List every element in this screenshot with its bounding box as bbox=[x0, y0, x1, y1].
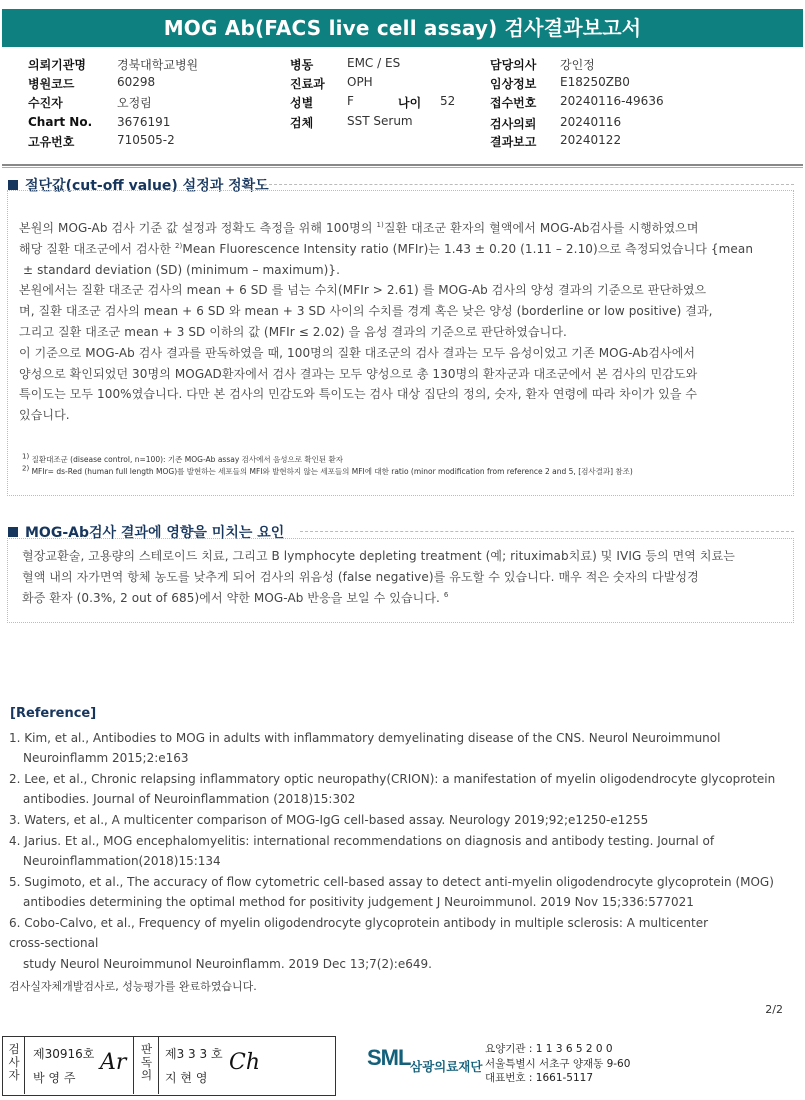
report-title: MOG Ab(FACS live cell assay) 검사결과보고서 bbox=[163, 16, 642, 40]
reviewer-signature-icon: Ch bbox=[229, 1050, 261, 1075]
info-value: F bbox=[347, 94, 354, 108]
examiner-cell bbox=[3, 1037, 134, 1094]
reference-line: antibodies determining the optimal method for positivity judgement J Neuroimmunol. 2019 Nov 15;336:577021 bbox=[23, 895, 694, 909]
examiner-name: 박 영 주 bbox=[33, 1071, 76, 1085]
info-label-age: 나이 bbox=[398, 96, 422, 110]
reference-line: cross-sectional bbox=[9, 936, 99, 950]
info-label: 병원코드 bbox=[28, 77, 75, 91]
info-value-age: 52 bbox=[440, 94, 456, 108]
info-label: 담당의사 bbox=[490, 58, 537, 72]
page-number: 2/2 bbox=[765, 1003, 783, 1016]
logo-text: SML bbox=[367, 1045, 411, 1070]
info-label: 수진자 bbox=[28, 96, 63, 110]
text-line: ± standard deviation (SD) (minimum – maximum)}. bbox=[23, 262, 341, 277]
square-bullet-icon bbox=[8, 527, 18, 537]
dashed-rule bbox=[300, 531, 794, 532]
divider bbox=[2, 167, 803, 168]
info-value: 60298 bbox=[117, 75, 156, 89]
reviewer-name: 지 현 영 bbox=[165, 1071, 208, 1085]
info-label: 병동 bbox=[290, 58, 314, 72]
info-value: 경북대학교병원 bbox=[117, 58, 199, 72]
reference-line: 1. Kim, et al., Antibodies to MOG in adults with inflammatory demyelinating disease of the CNS. Neurol Neuroimmunol bbox=[9, 731, 721, 745]
info-value: 강인정 bbox=[560, 58, 595, 72]
info-label: 검체 bbox=[290, 116, 314, 130]
lab-phone: 대표번호 : 1661-5117 bbox=[485, 1072, 594, 1084]
reference-line: study Neurol Neuroimmunol Neuroinflamm. 2019 Dec 13;7(2):e649. bbox=[23, 957, 432, 971]
info-label: 접수번호 bbox=[490, 96, 537, 110]
reference-line: 3. Waters, et al., A multicenter comparison of MOG-IgG cell-based assay. Neurology 2019;92;e1250-e1255 bbox=[9, 813, 649, 827]
text-line: 특이도는 모두 100%였습니다. 다만 본 검사의 민감도와 특이도는 검사 대상 집단의 정의, 숫자, 환자 연령에 따라 차이가 있을 수 bbox=[19, 387, 698, 402]
lab-address: 서울특별시 서초구 양재동 9-60 bbox=[485, 1057, 631, 1070]
reviewer-license-no: 제3 3 3 호 bbox=[165, 1047, 223, 1061]
reference-line: antibodies. Journal of Neuroinflammation (2018)15:302 bbox=[23, 792, 356, 806]
info-value: OPH bbox=[347, 75, 373, 89]
footnote-1: $^{1)}$ 질환대조군 (disease control, n=100): 기존 MOG-Ab assay 검사에서 음성으로 확인된 환자 bbox=[22, 452, 343, 464]
sml-logo bbox=[367, 1045, 483, 1074]
square-bullet-icon bbox=[8, 180, 18, 190]
text-line: 양성으로 확인되었던 30명의 MOGAD환자에서 검사 결과는 모두 양성으로 총 130명의 환자군과 대조군에서 본 검사의 민감도와 bbox=[19, 366, 698, 381]
lab-code: 요양기관 : 1 1 3 6 5 2 0 0 bbox=[485, 1043, 613, 1055]
report-title-bar bbox=[2, 9, 803, 47]
cutoff-paragraph bbox=[19, 218, 789, 426]
patient-info-block bbox=[0, 54, 805, 154]
section-heading-factors: MOG-Ab검사 결과에 영향을 미치는 요인 bbox=[8, 522, 284, 542]
info-label: 진료과 bbox=[290, 77, 325, 91]
info-value: 3676191 bbox=[117, 115, 171, 129]
reference-line: Neuroinflammation(2018)15:134 bbox=[23, 854, 221, 868]
reference-heading: [Reference] bbox=[10, 706, 97, 721]
examiner-license-no: 제30916호 bbox=[33, 1047, 95, 1061]
dashed-rule bbox=[264, 184, 794, 185]
reference-line: 2. Lee, et al., Chronic relapsing inflammatory optic neuropathy(CRION): a manifestation of myelin oligodendrocyte glycoprotein bbox=[9, 772, 776, 786]
lab-contact-info bbox=[485, 1042, 630, 1086]
text-line: 이 기준으로 MOG-Ab 검사 결과를 판독하였을 때, 100명의 질환 대조군의 검사 결과는 모두 음성이었고 기존 MOG-Ab검사에서 bbox=[19, 345, 696, 360]
reference-line: Neuroinflamm 2015;2:e163 bbox=[23, 751, 189, 765]
factors-paragraph bbox=[22, 546, 792, 608]
info-value: 710505-2 bbox=[117, 133, 175, 147]
info-label: 결과보고 bbox=[490, 135, 537, 149]
section-heading-cutoff: 절단값(cut-off value) 설정과 정확도 bbox=[8, 175, 269, 195]
info-value: 오정림 bbox=[117, 96, 152, 110]
signature-box bbox=[2, 1036, 336, 1096]
reference-line: 4. Jarius. Et al., MOG encephalomyelitis: international recommendations on diagnosis and antibody testing. Journal of bbox=[9, 834, 715, 848]
info-label: 성별 bbox=[290, 96, 314, 110]
text-line: 혈장교환술, 고용량의 스테로이드 치료, 그리고 B lymphocyte depleting treatment (예; rituximab치료) 및 IVIG 등의 면역 치료는 bbox=[22, 549, 735, 563]
examiner-label: 검사자 bbox=[8, 1042, 20, 1082]
text-line: 본원에서는 질환 대조군 검사의 mean + 6 SD 를 넘는 수치(MFIr > 2.61) 를 MOG-Ab 검사의 양성 결과의 기준으로 판단하였으 bbox=[19, 283, 707, 298]
info-value: 20240116 bbox=[560, 115, 622, 129]
info-value: 20240116-49636 bbox=[560, 94, 664, 108]
info-value: EMC / ES bbox=[347, 56, 401, 70]
examiner-signature-icon: Ar bbox=[100, 1050, 127, 1075]
footnote-2: $^{2)}$ MFIr= ds-Red (human full length MOG)를 발현하는 세포들의 MFI와 발현하지 않는 세포들의 MFI에 대한 ratio (minor modification from reference 2 and 5, [검사결과] 참조) bbox=[22, 464, 633, 476]
info-value: SST Serum bbox=[347, 114, 413, 128]
text-line: 며, 질환 대조군 검사의 mean + 6 SD 와 mean + 3 SD 사이의 수치를 경계 혹은 낮은 양성 (borderline or low positive) 결과, bbox=[19, 304, 713, 319]
info-label: Chart No. bbox=[28, 115, 93, 129]
text-line: 혈액 내의 자가면역 항체 농도를 낮추게 되어 검사의 위음성 (false negative)를 유도할 수 있습니다. 매우 적은 숫자의 다발성경 bbox=[22, 569, 699, 584]
info-value: E18250ZB0 bbox=[560, 75, 630, 89]
divider bbox=[2, 164, 803, 166]
info-label: 의뢰기관명 bbox=[28, 58, 86, 72]
info-label: 고유번호 bbox=[28, 135, 75, 149]
text-line: 해당 질환 대조군에서 검사한 $^{2)}$Mean Fluorescence Intensity ratio (MFIr)는 1.43 ± 0.20 (1.11 – 2.10)으로 측정되었습니다 {mean bbox=[19, 241, 754, 256]
text-line: 본원의 MOG-Ab 검사 기준 값 설정과 정확도 측정을 위해 100명의 $^{1)}$질환 대조군 환자의 혈액에서 MOG-Ab검사를 시행하였으며 bbox=[19, 221, 699, 235]
organization-name: 삼광의료재단 bbox=[410, 1059, 483, 1074]
certification-note: 검사실자체개발검사로, 성능평가를 완료하였습니다. bbox=[9, 980, 257, 993]
text-line: 그리고 질환 대조군 mean + 3 SD 이하의 값 (MFIr ≤ 2.02) 을 음성 결과의 기준으로 판단하였습니다. bbox=[19, 324, 567, 339]
reviewer-label: 판독의 bbox=[140, 1042, 153, 1082]
info-label: 검사의뢰 bbox=[490, 117, 537, 131]
reference-line: 5. Sugimoto, et al., The accuracy of flow cytometric cell-based assay to detect anti-myelin oligodendrocyte glycoprotein (MOG) bbox=[9, 875, 774, 889]
reference-line: 6. Cobo-Calvo, et al., Frequency of myelin oligodendrocyte glycoprotein antibody in multiple sclerosis: A multicenter bbox=[9, 916, 709, 930]
info-value: 20240122 bbox=[560, 133, 622, 147]
text-line: 있습니다. bbox=[19, 408, 70, 423]
text-line: 화증 환자 (0.3%, 2 out of 685)에서 약한 MOG-Ab 반응을 보일 수 있습니다. $^6$ bbox=[22, 590, 449, 605]
info-label: 임상정보 bbox=[490, 77, 537, 91]
